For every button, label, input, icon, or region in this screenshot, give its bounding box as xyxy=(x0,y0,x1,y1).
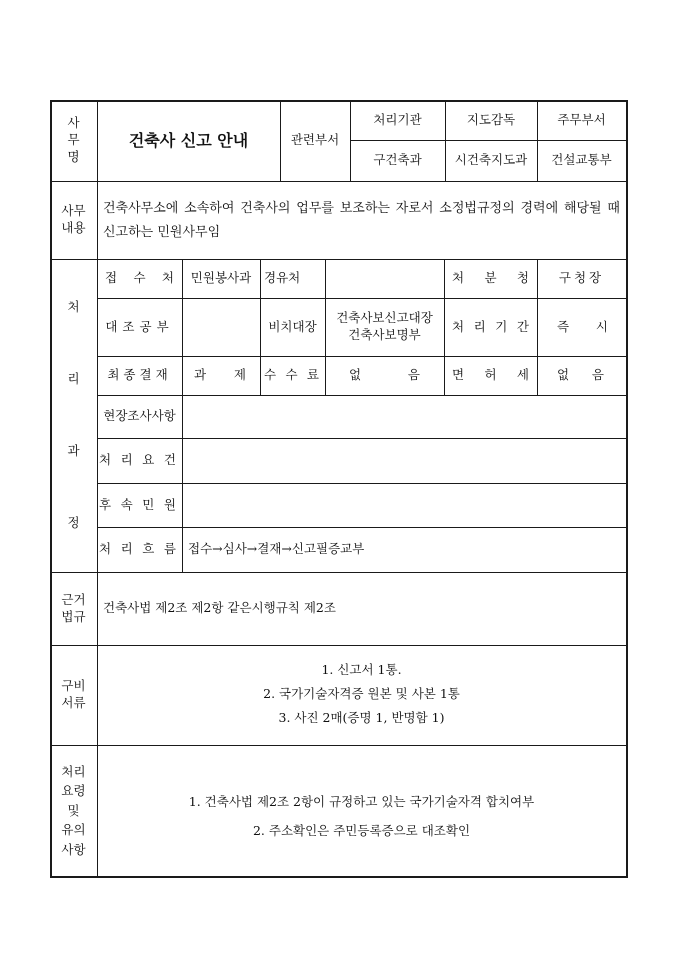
label-process-1: 처 xyxy=(67,298,80,314)
fee-value xyxy=(325,356,444,395)
label-processing-notes xyxy=(50,745,97,876)
dept-role-2: 지도감독 xyxy=(466,111,516,127)
dispose-value: 구청장 xyxy=(558,270,605,286)
label-processing-notes-4: 유의 xyxy=(61,822,86,838)
follow-up-value xyxy=(182,483,626,527)
fee-label-2: 수 xyxy=(285,367,298,383)
label-process-3: 과 xyxy=(67,443,80,459)
label-required-docs-2: 서류 xyxy=(61,695,86,710)
license-tax-value xyxy=(537,356,626,395)
via-label: 경유처 xyxy=(264,270,301,286)
fee-value-1: 없 xyxy=(349,367,362,383)
follow-up-label-2: 속 xyxy=(120,496,133,512)
follow-up-label xyxy=(97,483,182,527)
receive-value: 민원봉사과 xyxy=(190,270,252,286)
label-process-4: 정 xyxy=(67,515,80,531)
label-work-name-1: 사 xyxy=(67,115,80,131)
period-value-2: 시 xyxy=(595,318,608,334)
via-value xyxy=(325,259,444,298)
processing-requirement-label-4: 건 xyxy=(163,452,176,468)
civil-affairs-guide-form xyxy=(50,100,628,878)
period-label-2: 리 xyxy=(473,318,486,334)
processing-note-item-1: 1. 건축사법 제2조 2항이 규정하고 있는 국가기술자격 합치여부 xyxy=(188,794,535,809)
processing-note-item-2: 2. 주소확인은 주민등록증으로 대조확인 xyxy=(252,823,471,838)
label-work-name-2: 무 xyxy=(67,132,80,148)
related-dept-label: 관련부서 xyxy=(290,132,340,148)
dept-name-1: 구건축과 xyxy=(373,152,422,168)
label-work-content-1: 사무 xyxy=(61,203,86,219)
license-tax-value-1: 없 xyxy=(557,367,570,383)
processing-requirement-label-2: 리 xyxy=(120,452,133,468)
ledger-value xyxy=(182,298,260,356)
period-value xyxy=(537,298,626,356)
ledger-label: 대조공부 xyxy=(105,318,174,334)
license-tax-label-2: 허 xyxy=(484,367,497,383)
label-legal-basis-2: 법규 xyxy=(61,608,86,624)
border-right xyxy=(626,100,628,878)
required-doc-item-1: 1. 신고서 1통. xyxy=(321,662,402,677)
processing-requirement-value xyxy=(182,438,626,483)
final-approval-value-1: 과 xyxy=(194,367,207,383)
fee-label xyxy=(260,356,325,395)
label-processing-notes-2: 요령 xyxy=(61,783,86,799)
final-approval-value-2: 제 xyxy=(233,367,246,383)
dept-name-2: 시건축지도과 xyxy=(454,152,528,168)
form-title: 건축사 신고 안내 xyxy=(128,130,249,150)
label-legal-basis-1: 근거 xyxy=(61,591,86,607)
period-value-1: 즉 xyxy=(557,318,570,334)
label-legal-basis xyxy=(50,572,97,645)
border-bottom xyxy=(50,876,628,878)
fee-label-1: 수 xyxy=(264,367,277,383)
processing-notes-list xyxy=(97,745,626,876)
dispose-label-1: 처 xyxy=(452,270,465,286)
final-approval-label: 최종결재 xyxy=(107,367,172,383)
legal-basis-text: 건축사법 제2조 제2항 같은시행규칙 제2조 xyxy=(103,600,336,616)
receive-label-1: 접 xyxy=(105,270,118,286)
label-processing-notes-3: 및 xyxy=(67,802,80,818)
dispose-label-2: 분 xyxy=(484,270,497,286)
process-flow-label xyxy=(97,527,182,572)
period-label-1: 처 xyxy=(452,318,465,334)
processing-requirement-label xyxy=(97,438,182,483)
label-process-2: 리 xyxy=(67,370,80,386)
license-tax-label xyxy=(444,356,537,395)
required-docs-list xyxy=(97,645,626,745)
label-work-content-2: 내용 xyxy=(61,220,86,235)
required-doc-item-2: 2. 국가기술자격증 원본 및 사본 1통 xyxy=(263,686,460,701)
receive-label-2: 수 xyxy=(133,270,146,286)
process-flow-label-3: 흐 xyxy=(142,541,155,557)
label-work-name-3: 명 xyxy=(67,148,80,164)
processing-requirement-label-3: 요 xyxy=(142,452,155,468)
label-processing-notes-1: 처리 xyxy=(61,764,86,780)
period-label-3: 기 xyxy=(495,318,508,334)
process-flow-label-1: 처 xyxy=(99,541,112,557)
label-processing-notes-5: 사항 xyxy=(61,841,86,857)
site-survey-value xyxy=(182,395,626,438)
dept-role-1: 처리기관 xyxy=(373,111,422,127)
work-content-text: 건축사무소에 소속하여 건축사의 업무를 보조하는 자로서 소정법규정의 경력에 해당될 때 신고하는 민원사무임 xyxy=(103,201,620,240)
period-label-4: 간 xyxy=(516,318,529,334)
receive-label xyxy=(97,259,182,298)
fee-value-2: 음 xyxy=(407,367,420,383)
dept-name-3: 건설교통부 xyxy=(551,152,612,168)
license-tax-label-1: 면 xyxy=(452,367,465,383)
label-work-content xyxy=(50,181,97,259)
follow-up-label-1: 후 xyxy=(99,496,112,512)
final-approval-value xyxy=(182,356,260,395)
keep-value-2: 건축사보명부 xyxy=(348,327,421,342)
site-survey-label: 현장조사사항 xyxy=(103,408,176,424)
period-label xyxy=(444,298,537,356)
label-required-docs xyxy=(50,645,97,745)
dispose-label xyxy=(444,259,537,298)
process-flow-value: 접수→심사→결재→신고필증교부 xyxy=(188,541,365,557)
keep-label: 비치대장 xyxy=(268,318,317,334)
label-process xyxy=(50,259,97,572)
keep-value xyxy=(325,298,444,356)
license-tax-label-3: 세 xyxy=(516,367,529,383)
license-tax-value-2: 음 xyxy=(591,367,604,383)
fee-label-3: 료 xyxy=(306,367,319,383)
processing-requirement-label-1: 처 xyxy=(99,452,112,468)
follow-up-label-3: 민 xyxy=(142,496,155,512)
required-doc-item-3: 3. 사진 2매(증명 1, 반명함 1) xyxy=(278,710,445,725)
process-flow-label-4: 름 xyxy=(163,541,176,557)
follow-up-label-4: 원 xyxy=(163,496,176,512)
receive-label-3: 처 xyxy=(161,270,174,286)
keep-value-1: 건축사보신고대장 xyxy=(336,310,433,326)
dispose-label-3: 청 xyxy=(516,270,529,286)
label-required-docs-1: 구비 xyxy=(61,678,86,694)
label-work-name xyxy=(50,100,97,181)
process-flow-label-2: 리 xyxy=(120,541,133,557)
dept-role-3: 주무부서 xyxy=(557,111,606,127)
